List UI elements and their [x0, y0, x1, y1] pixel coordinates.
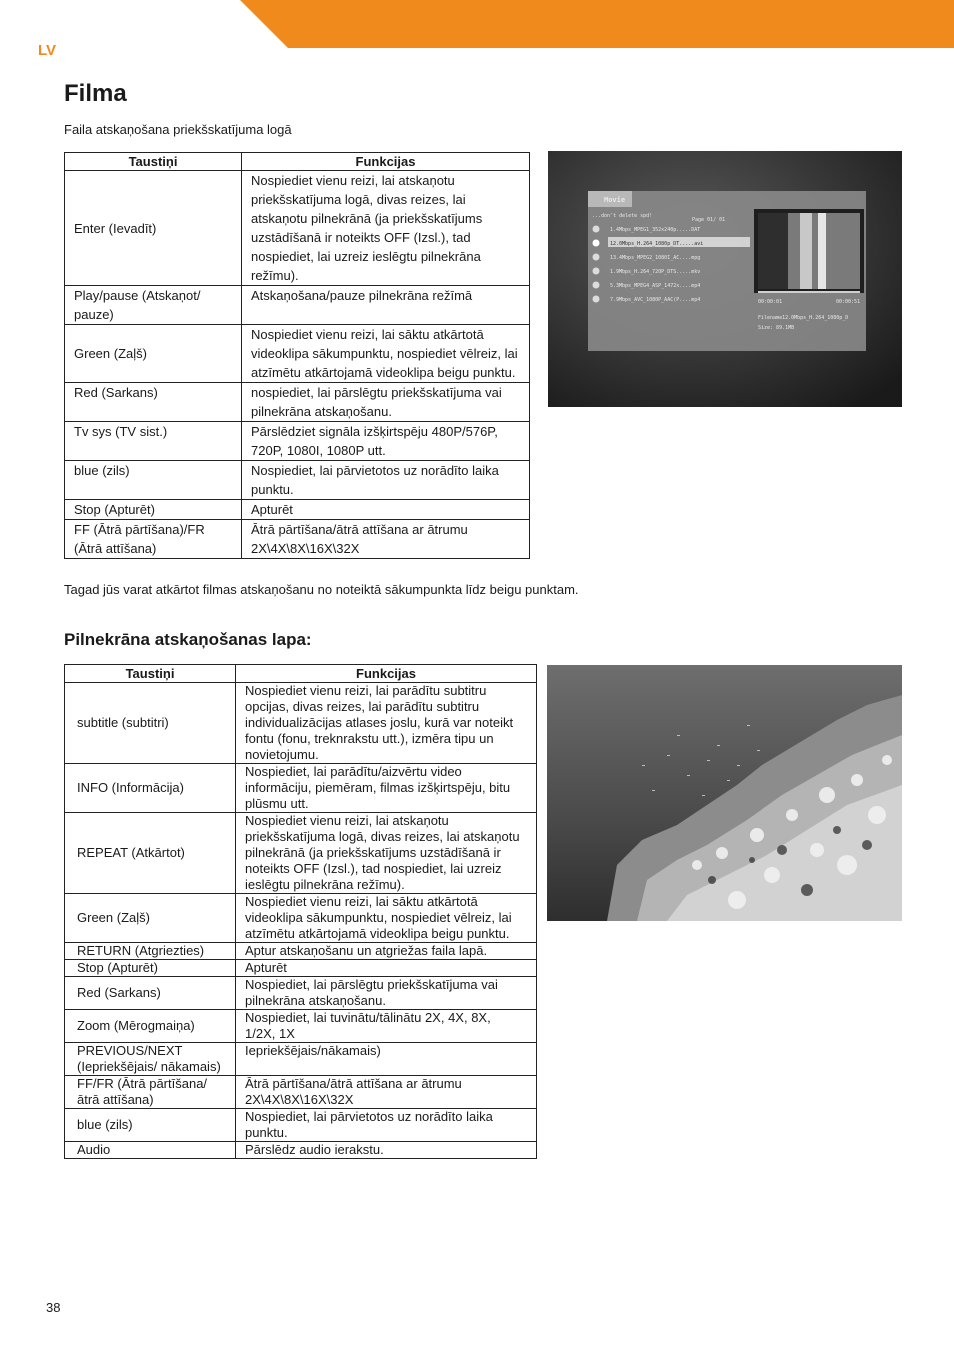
table-row — [65, 422, 530, 461]
function-cell: Nospiediet vienu reizi, lai sāktu atkārtotā videoklipa sākumpunktu, nospiediet vēlreiz, lai atzīmētu atkārtojamā videoklipa beigu punktu. — [236, 894, 537, 943]
table-row — [65, 1010, 537, 1043]
function-cell: Nospiediet, lai tuvinātu/tālinātu 2X, 4X, 8X, 1/2X, 1X — [236, 1010, 537, 1043]
filename-info: Filename12.0Mbps_H.264_1080p_D — [758, 315, 849, 321]
outro-text: Tagad jūs varat atkārtot filmas atskaņošanu no noteiktā sākumpunkta līdz beigu punktam. — [64, 582, 579, 597]
header-orange-tab — [240, 0, 954, 48]
key-cell: PREVIOUS/NEXT (Iepriekšējais/ nākamais) — [65, 1043, 236, 1076]
table-row — [65, 1076, 537, 1109]
keys-table-fullscreen — [64, 664, 537, 1159]
function-cell: Nospiediet, lai pārvietotos uz norādīto laika punktu. — [242, 461, 530, 500]
intro-text: Faila atskaņošana priekšskatījuma logā — [64, 122, 292, 137]
column-header-functions: Funkcijas — [242, 153, 530, 171]
key-cell: FF/FR (Ātrā pārtīšana/ ātrā attīšana) — [65, 1076, 236, 1109]
time-end: 00:00:51 — [836, 299, 861, 305]
table-row — [65, 286, 530, 325]
language-code: LV — [38, 42, 57, 59]
function-cell: Nospiediet, lai parādītu/aizvērtu video informāciju, piemēram, filmas izšķirtspēju, bitu plūsmu utt. — [236, 764, 537, 813]
film-reel-icon — [593, 268, 600, 275]
table-row — [65, 1142, 537, 1159]
table-row — [65, 960, 537, 977]
list-item: 7.9Mbps_AVC_1080P_AAC(P....mp4 — [610, 297, 701, 303]
table-row — [65, 683, 537, 764]
key-cell: Play/pause (Atskaņot/ pauze) — [65, 286, 242, 325]
table-row — [65, 813, 537, 894]
table-row — [65, 325, 530, 383]
column-header-keys: Taustiņi — [65, 153, 242, 171]
film-reel-icon — [593, 296, 600, 303]
table-row — [65, 894, 537, 943]
size-info: Size: 89.1MB — [758, 325, 795, 331]
key-cell: INFO (Informācija) — [65, 764, 236, 813]
key-cell: Green (Zaļš) — [65, 894, 236, 943]
function-cell: Pārslēdz audio ierakstu. — [236, 1142, 537, 1159]
key-cell: Audio — [65, 1142, 236, 1159]
list-item: 12.0Mbps_H.264_1080p_DT.....avi — [610, 241, 704, 247]
tab-movie: Movie — [604, 196, 626, 204]
film-reel-icon — [593, 282, 600, 289]
fullscreen-playback-image — [547, 665, 902, 921]
function-cell: Nospiediet vienu reizi, lai atskaņotu priekšskatījuma logā, divas reizes, lai atskaņotu pilnekrānā (ja priekšskatījums uzstādīšanā ir noteikts OFF (Izsl.), tad nospiediet, lai uzreiz ieslēgtu pilnekrāna režīmu). — [242, 171, 530, 286]
page-number: 38 — [46, 1300, 61, 1315]
key-cell: Green (Zaļš) — [65, 325, 242, 383]
function-cell: Ātrā pārtīšana/ātrā attīšana ar ātrumu 2X\4X\8X\16X\32X — [242, 520, 530, 559]
table-row — [65, 943, 537, 960]
key-cell: Red (Sarkans) — [65, 977, 236, 1010]
time-start: 00:00:01 — [758, 299, 783, 305]
table-header-row — [65, 153, 530, 171]
column-header-keys: Taustiņi — [65, 665, 236, 683]
section-heading: Pilnekrāna atskaņošanas lapa: — [64, 630, 312, 649]
film-reel-icon — [593, 226, 600, 233]
key-cell: Tv sys (TV sist.) — [65, 422, 242, 461]
function-cell: Apturēt — [236, 960, 537, 977]
key-cell: Enter (Ievadīt) — [65, 171, 242, 286]
list-item: 1.4Mbps_MPEG1_352x240p.....DAT — [610, 227, 701, 233]
page-title: Filma — [64, 80, 127, 107]
function-cell: Iepriekšējais/nākamais) — [236, 1043, 537, 1076]
table-row — [65, 764, 537, 813]
table-row — [65, 383, 530, 422]
notice-text: ...don't delete spd! — [592, 213, 653, 219]
film-reel-icon — [593, 240, 600, 247]
key-cell: REPEAT (Atkārtot) — [65, 813, 236, 894]
function-cell: Nospiediet vienu reizi, lai sāktu atkārtotā videoklipa sākumpunktu, nospiediet vēlreiz, lai atzīmētu atkārtojamā videoklipa beigu punktu. — [242, 325, 530, 383]
film-reel-icon — [593, 254, 600, 261]
function-cell: nospiediet, lai pārslēgtu priekšskatījuma vai pilnekrāna atskaņošanu. — [242, 383, 530, 422]
function-cell: Aptur atskaņošanu un atgriežas faila lapā. — [236, 943, 537, 960]
function-cell: Nospiediet vienu reizi, lai parādītu subtitru opcijas, divas reizes, lai parādītu subtitru individualizācijas atlases joslu, kurā var noteikt fontu (fonu, treknrakstu utt.), izmēra tipu un novietojumu. — [236, 683, 537, 764]
list-item: 1.9Mbps_H.264_720P_DTS.....mkv — [610, 269, 701, 275]
page-indicator: Page 01/ 01 — [692, 217, 726, 223]
function-cell: Atskaņošana/pauze pilnekrāna režīmā — [242, 286, 530, 325]
list-item: 5.3Mbps_MPEG4_ASP_1472x....mp4 — [610, 283, 701, 289]
list-item: 13.4Mbps_MPEG2_1080I_AC....mpg — [610, 255, 701, 261]
movie-browser-screenshot — [548, 151, 902, 407]
function-cell: Pārslēdziet signāla izšķirtspēju 480P/576P, 720P, 1080I, 1080P utt. — [242, 422, 530, 461]
key-cell: FF (Ātrā pārtīšana)/FR (Ātrā attīšana) — [65, 520, 242, 559]
table-header-row — [65, 665, 537, 683]
function-cell: Nospiediet vienu reizi, lai atskaņotu priekšskatījuma logā, divas reizes, lai atskaņotu pilnekrānā (ja priekšskatījums uzstādīšanā ir noteikts OFF (Izsl.), tad nospiediet, lai uzreiz ieslēgtu pilnekrāna režīmu). — [236, 813, 537, 894]
table-row — [65, 500, 530, 520]
key-cell: Red (Sarkans) — [65, 383, 242, 422]
key-cell: RETURN (Atgriezties) — [65, 943, 236, 960]
table-row — [65, 1109, 537, 1142]
function-cell: Nospiediet, lai pārvietotos uz norādīto laika punktu. — [236, 1109, 537, 1142]
key-cell: blue (zils) — [65, 461, 242, 500]
function-cell: Ātrā pārtīšana/ātrā attīšana ar ātrumu 2X\4X\8X\16X\32X — [236, 1076, 537, 1109]
function-cell: Apturēt — [242, 500, 530, 520]
function-cell: Nospiediet, lai pārslēgtu priekšskatījuma vai pilnekrāna atskaņošanu. — [236, 977, 537, 1010]
keys-table-preview — [64, 152, 530, 559]
table-row — [65, 1043, 537, 1076]
table-row — [65, 520, 530, 559]
table-row — [65, 171, 530, 286]
column-header-functions: Funkcijas — [236, 665, 537, 683]
key-cell: Zoom (Mērogmaiņa) — [65, 1010, 236, 1043]
key-cell: subtitle (subtitri) — [65, 683, 236, 764]
table-row — [65, 977, 537, 1010]
key-cell: blue (zils) — [65, 1109, 236, 1142]
key-cell: Stop (Apturēt) — [65, 960, 236, 977]
key-cell: Stop (Apturēt) — [65, 500, 242, 520]
table-row — [65, 461, 530, 500]
